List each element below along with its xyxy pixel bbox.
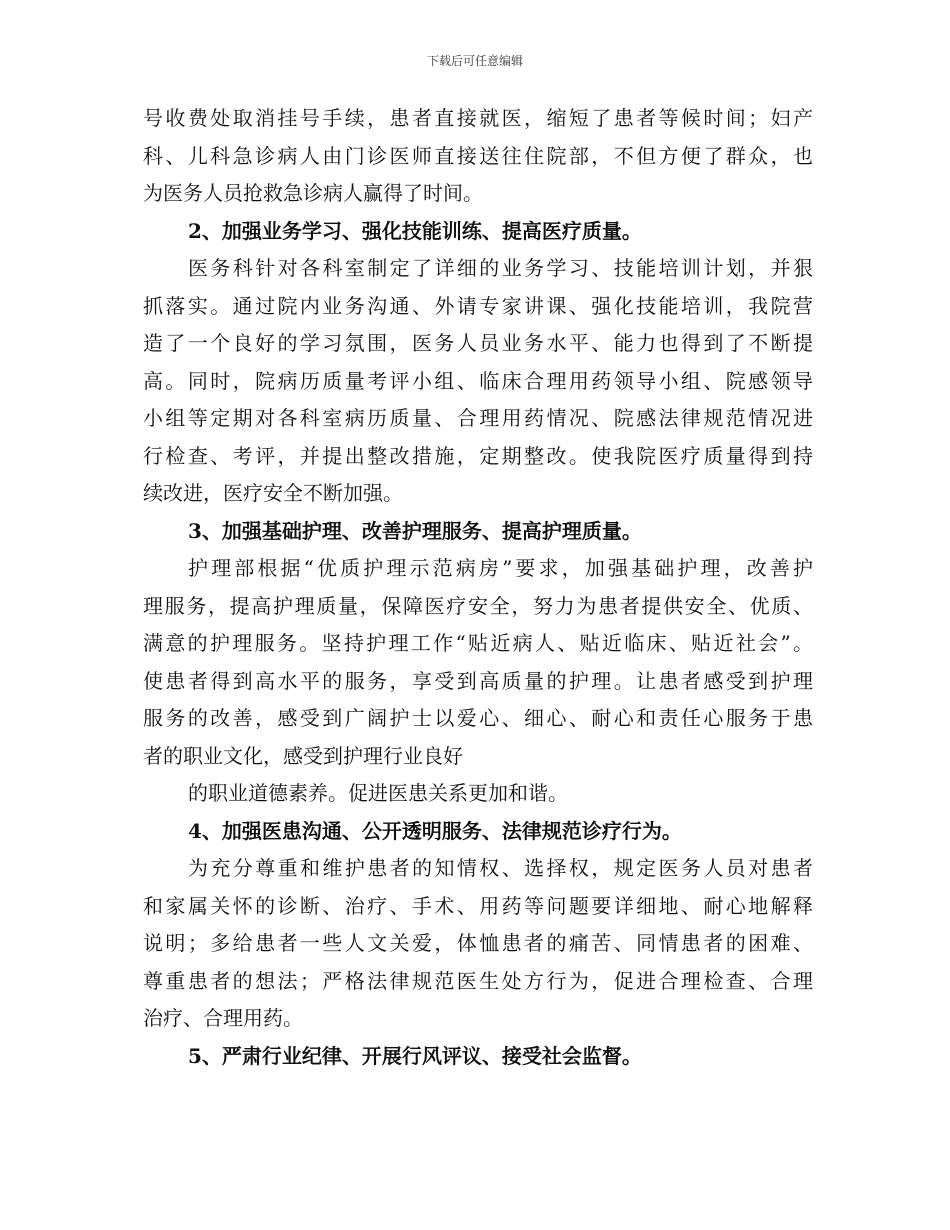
body-line: 服务的改善，感受到广阔护士以爱心、细心、耐心和责任心服务于患 (143, 706, 813, 730)
body-line: 说明；多给患者一些人文关爱，体恤患者的痛苦、同情患者的困难、 (143, 931, 813, 955)
body-line: 行检查、考评，并提出整改措施，定期整改。使我院医疗质量得到持 (143, 443, 813, 468)
document-body (143, 100, 813, 1075)
body-line: 为充分尊重和维护患者的知情权、选择权，规定医务人员对患者 (188, 856, 813, 880)
header-note: 下载后可任意编辑 (426, 54, 523, 68)
section-heading: 4、加强医患沟通、公开透明服务、法律规范诊疗行为。 (188, 818, 682, 843)
body-line: 和家属关怀的诊断、治疗、手术、用药等问题要详细地、耐心地解释 (143, 893, 813, 918)
body-line: 医务科针对各科室制定了详细的业务学习、技能培训计划，并狠 (188, 256, 813, 280)
body-line: 科、儿科急诊病人由门诊医师直接送往住院部，不但方便了群众，也 (143, 143, 813, 168)
body-line: 护理部根据“优质护理示范病房”要求，加强基础护理，改善护 (188, 556, 813, 580)
body-line: 为医务人员抢救急诊病人赢得了时间。 (143, 181, 483, 205)
body-line: 小组等定期对各科室病历质量、合理用药情况、院感法律规范情况进 (143, 406, 813, 430)
body-line: 造了一个良好的学习氛围，医务人员业务水平、能力也得到了不断提 (143, 331, 813, 355)
section-heading: 3、加强基础护理、改善护理服务、提高护理质量。 (188, 518, 642, 543)
body-line: 理服务，提高护理质量，保障医疗安全，努力为患者提供安全、优质、 (143, 593, 813, 618)
body-line: 高。同时，院病历质量考评小组、临床合理用药领导小组、院感领导 (143, 368, 813, 393)
body-line: 的职业道德素养。促进医患关系更加和谐。 (188, 781, 568, 805)
body-line: 满意的护理服务。坚持护理工作“贴近病人、贴近临床、贴近社会”。 (143, 631, 813, 655)
body-line: 治疗、合理用药。 (143, 1006, 303, 1030)
body-line: 者的职业文化，感受到护理行业良好 (143, 743, 463, 768)
body-line: 续改进，医疗安全不断加强。 (143, 481, 403, 505)
body-line: 使患者得到高水平的服务，享受到高质量的护理。让患者感受到护理 (143, 668, 813, 693)
body-line: 尊重患者的想法；严格法律规范医生处方行为，促进合理检查、合理 (143, 968, 813, 993)
section-heading: 2、加强业务学习、强化技能训练、提高医疗质量。 (188, 218, 642, 243)
body-line: 号收费处取消挂号手续，患者直接就医，缩短了患者等候时间；妇产 (143, 106, 813, 130)
body-line: 抓落实。通过院内业务沟通、外请专家讲课、强化技能培训，我院营 (143, 293, 813, 318)
section-heading: 5、严肃行业纪律、开展行风评议、接受社会监督。 (188, 1043, 642, 1068)
